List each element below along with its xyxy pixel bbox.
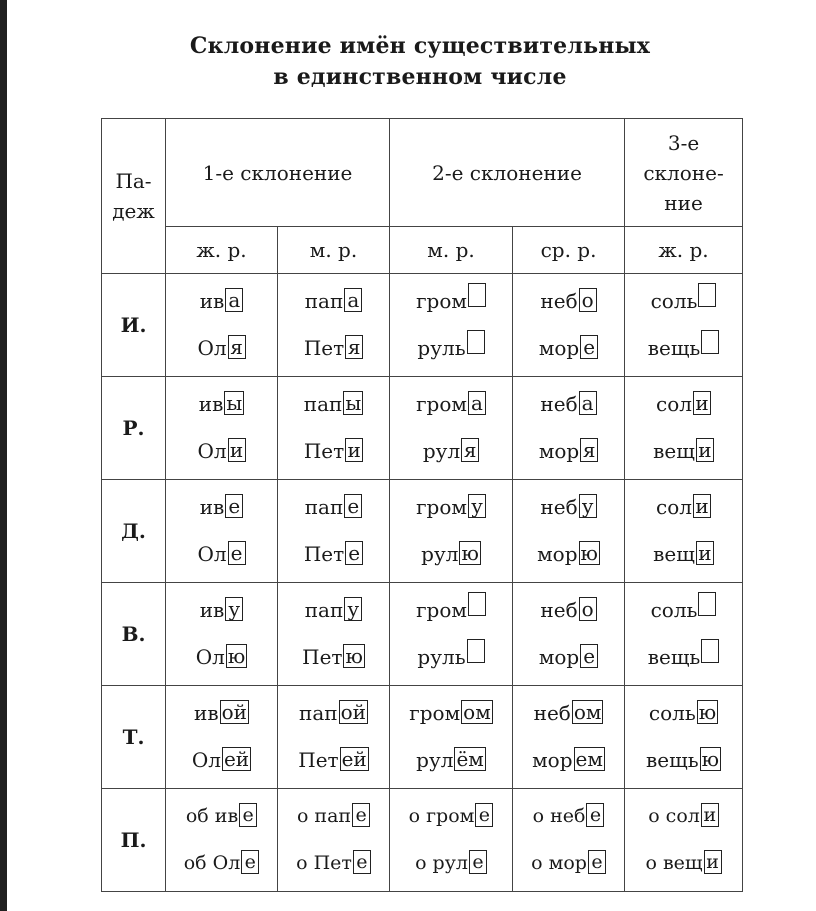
table-row <box>102 274 743 377</box>
word-stem: Ол <box>195 645 225 669</box>
gender-header: ж. р. <box>625 227 743 274</box>
word-stem: рул <box>421 542 459 566</box>
ending-box: я <box>228 335 246 359</box>
ending-box: и <box>704 850 722 874</box>
word-form <box>278 325 389 372</box>
table-row <box>102 686 743 789</box>
word-stem: соль <box>650 289 698 313</box>
ending-box: е <box>469 850 487 874</box>
declension-cell <box>166 686 278 789</box>
word-form <box>625 793 742 840</box>
word-form <box>166 737 277 784</box>
ending-box: и <box>696 541 714 565</box>
word-form <box>390 793 512 840</box>
word-form <box>278 737 389 784</box>
gender-header: м. р. <box>278 227 390 274</box>
word-form <box>166 690 277 737</box>
ending-box: е <box>475 803 493 827</box>
word-stem: неб <box>540 598 578 622</box>
word-form <box>278 690 389 737</box>
declension-cell <box>625 583 743 686</box>
word-stem: пап <box>304 495 344 519</box>
ending-box: ю <box>345 644 363 668</box>
ending-box: е <box>353 850 371 874</box>
declension-cell <box>625 686 743 789</box>
case-label: П. <box>102 789 166 892</box>
word-form <box>513 484 624 531</box>
word-stem: гром <box>416 392 467 416</box>
word-stem: Пет <box>302 645 343 669</box>
ending-box: ой <box>340 700 366 724</box>
word-stem: пап <box>299 701 338 725</box>
word-stem: вещ <box>653 439 695 463</box>
word-form <box>513 531 624 578</box>
zero-ending-box <box>468 592 486 616</box>
ending-box: е <box>352 803 370 827</box>
third-declension-header <box>625 119 743 227</box>
ending-box: е <box>588 850 606 874</box>
second-declension-header: 2-е склонение <box>390 119 625 227</box>
table-row <box>102 583 743 686</box>
word-stem: рул <box>422 439 461 463</box>
word-form <box>513 381 624 428</box>
word-stem: о сол <box>648 805 700 827</box>
word-stem: гром <box>416 598 467 622</box>
declension-cell <box>625 377 743 480</box>
ending-box: ю <box>701 747 720 771</box>
declension-cell <box>390 686 513 789</box>
page-title <box>0 31 816 93</box>
case-column-header <box>102 119 166 274</box>
word-stem: ив <box>199 598 225 622</box>
word-stem: о гром <box>408 805 475 827</box>
word-stem: о мор <box>531 852 587 874</box>
word-form <box>513 737 624 784</box>
declension-cell <box>625 480 743 583</box>
declension-cell <box>513 377 625 480</box>
word-form <box>513 690 624 737</box>
first-declension-header: 1-е склонение <box>166 119 390 227</box>
declension-cell <box>513 686 625 789</box>
word-form <box>390 325 512 372</box>
case-label: Т. <box>102 686 166 789</box>
ending-box: ю <box>461 541 479 565</box>
word-stem: соль <box>648 701 696 725</box>
word-form <box>166 428 277 475</box>
zero-ending-box <box>468 283 486 307</box>
word-form <box>513 840 624 887</box>
word-form <box>513 325 624 372</box>
ending-box: у <box>225 597 243 621</box>
word-stem: Ол <box>197 542 227 566</box>
ending-box: о <box>579 597 597 621</box>
ending-box: я <box>345 335 363 359</box>
word-form <box>625 840 742 887</box>
word-stem: Пет <box>303 542 345 566</box>
word-stem: о пап <box>296 805 352 827</box>
word-form <box>625 381 742 428</box>
word-stem: гром <box>416 495 467 519</box>
ending-box: ы <box>345 391 362 415</box>
word-form <box>278 278 389 325</box>
word-form <box>625 587 742 634</box>
third-declension-label: 3-е склоне- ние <box>643 130 724 215</box>
word-form <box>625 428 742 475</box>
page-edge-bar <box>0 0 7 911</box>
gender-header: м. р. <box>390 227 513 274</box>
ending-box: у <box>468 494 486 518</box>
word-stem: о неб <box>532 805 586 827</box>
ending-box: е <box>225 494 243 518</box>
word-form <box>278 428 389 475</box>
word-form <box>166 634 277 681</box>
ending-box: ю <box>580 541 598 565</box>
word-stem: Пет <box>303 336 345 360</box>
word-form <box>166 587 277 634</box>
word-stem: мор <box>538 645 580 669</box>
declension-cell <box>390 789 513 892</box>
ending-box: у <box>579 494 597 518</box>
word-form <box>625 531 742 578</box>
word-stem: пап <box>304 289 344 313</box>
declension-cell <box>513 789 625 892</box>
table-row <box>102 377 743 480</box>
word-form <box>278 531 389 578</box>
zero-ending-box <box>701 330 719 354</box>
word-stem: Ол <box>197 336 227 360</box>
ending-box: е <box>228 541 246 565</box>
word-stem: ив <box>199 495 225 519</box>
word-form <box>390 840 512 887</box>
word-stem: Ол <box>197 439 227 463</box>
table-row <box>102 480 743 583</box>
word-stem: о рул <box>415 852 468 874</box>
case-label: Р. <box>102 377 166 480</box>
word-form <box>513 278 624 325</box>
word-stem: ив <box>194 701 219 725</box>
declension-cell <box>278 686 390 789</box>
word-stem: пап <box>304 598 344 622</box>
ending-box: е <box>241 850 259 874</box>
ending-box: ы <box>226 391 243 415</box>
declension-cell <box>390 583 513 686</box>
word-form <box>278 634 389 681</box>
word-stem: мор <box>537 542 578 566</box>
word-stem: неб <box>540 495 578 519</box>
ending-box: а <box>579 391 597 415</box>
word-form <box>513 587 624 634</box>
case-label: И. <box>102 274 166 377</box>
word-form <box>166 278 277 325</box>
word-stem: о Пет <box>296 852 352 874</box>
table-row <box>102 789 743 892</box>
ending-box: ём <box>456 747 484 771</box>
zero-ending-box <box>698 592 716 616</box>
word-stem: вещ <box>653 542 695 566</box>
declension-cell <box>278 480 390 583</box>
gender-header: ср. р. <box>513 227 625 274</box>
declension-cell <box>278 789 390 892</box>
word-form <box>390 634 512 681</box>
ending-box: и <box>701 803 719 827</box>
word-form <box>166 484 277 531</box>
word-stem: руль <box>417 336 466 360</box>
word-form <box>625 690 742 737</box>
word-form <box>278 381 389 428</box>
declension-table <box>101 118 743 892</box>
ending-box: ей <box>223 747 250 771</box>
ending-box: ом <box>463 700 491 724</box>
ending-box: е <box>580 335 598 359</box>
declension-cell <box>390 480 513 583</box>
word-form <box>278 840 389 887</box>
word-stem: гром <box>409 701 461 725</box>
ending-box: ом <box>573 700 602 724</box>
ending-box: е <box>345 541 363 565</box>
declension-cell <box>278 377 390 480</box>
word-form <box>390 428 512 475</box>
word-stem: сол <box>656 392 692 416</box>
word-stem: вещь <box>646 748 699 772</box>
ending-box: а <box>225 288 243 312</box>
word-stem: Ол <box>191 748 221 772</box>
ending-box: а <box>344 288 362 312</box>
case-label: В. <box>102 583 166 686</box>
title-line-1: Склонение имён существительных <box>189 33 651 59</box>
word-stem: об Ол <box>183 852 241 874</box>
word-stem: ив <box>198 392 224 416</box>
declension-cell <box>166 480 278 583</box>
zero-ending-box <box>698 283 716 307</box>
word-stem: неб <box>540 392 578 416</box>
zero-ending-box <box>467 330 485 354</box>
word-form <box>278 793 389 840</box>
ending-box: и <box>228 438 246 462</box>
ending-box: и <box>693 494 711 518</box>
case-header-label: Па- деж <box>112 169 155 223</box>
word-stem: пап <box>303 392 343 416</box>
word-stem: рул <box>416 748 454 772</box>
gender-header: ж. р. <box>166 227 278 274</box>
word-stem: о вещ <box>645 852 703 874</box>
word-form <box>166 531 277 578</box>
word-stem: сол <box>656 495 692 519</box>
ending-box: у <box>344 597 362 621</box>
word-stem: вещь <box>647 336 701 360</box>
word-form <box>166 840 277 887</box>
word-form <box>166 381 277 428</box>
ending-box: и <box>345 438 363 462</box>
case-label: Д. <box>102 480 166 583</box>
declension-cell <box>166 274 278 377</box>
zero-ending-box <box>701 639 719 663</box>
word-stem: неб <box>533 701 571 725</box>
word-stem: Пет <box>298 748 339 772</box>
declension-cell <box>390 377 513 480</box>
ending-box: а <box>468 391 486 415</box>
ending-box: и <box>696 438 714 462</box>
word-stem: мор <box>538 439 580 463</box>
declension-cell <box>625 789 743 892</box>
ending-box: я <box>461 438 479 462</box>
word-form <box>390 531 512 578</box>
declension-cell <box>278 274 390 377</box>
declension-cell <box>513 583 625 686</box>
word-stem: мор <box>538 336 580 360</box>
declension-cell <box>390 274 513 377</box>
word-stem: ив <box>199 289 225 313</box>
word-form <box>390 278 512 325</box>
word-form <box>278 484 389 531</box>
ending-box: ой <box>221 700 247 724</box>
word-stem: Пет <box>303 439 345 463</box>
title-line-2: в единственном числе <box>273 64 567 90</box>
word-form <box>166 793 277 840</box>
declension-cell <box>513 274 625 377</box>
word-form <box>625 325 742 372</box>
word-form <box>625 484 742 531</box>
declension-cell <box>166 789 278 892</box>
word-form <box>625 278 742 325</box>
ending-box: е <box>344 494 362 518</box>
word-stem: вещь <box>647 645 701 669</box>
ending-box: е <box>586 803 604 827</box>
word-form <box>390 690 512 737</box>
word-form <box>390 381 512 428</box>
word-stem: мор <box>532 748 573 772</box>
word-form <box>390 587 512 634</box>
declension-cell <box>166 377 278 480</box>
word-stem: руль <box>417 645 466 669</box>
word-stem: соль <box>650 598 698 622</box>
ending-box: я <box>580 438 598 462</box>
declension-cell <box>513 480 625 583</box>
ending-box: е <box>580 644 598 668</box>
word-form <box>625 737 742 784</box>
declension-cell <box>278 583 390 686</box>
word-form <box>513 793 624 840</box>
word-stem: неб <box>540 289 578 313</box>
word-stem: гром <box>416 289 467 313</box>
ending-box: ем <box>575 747 603 771</box>
zero-ending-box <box>467 639 485 663</box>
ending-box: и <box>693 391 711 415</box>
ending-box: ю <box>698 700 717 724</box>
word-form <box>513 634 624 681</box>
declension-cell <box>625 274 743 377</box>
declension-cell <box>166 583 278 686</box>
ending-box: е <box>239 803 257 827</box>
ending-box: ю <box>227 644 246 668</box>
word-form <box>390 484 512 531</box>
word-form <box>390 737 512 784</box>
ending-box: о <box>579 288 597 312</box>
word-form <box>625 634 742 681</box>
word-form <box>166 325 277 372</box>
word-form <box>513 428 624 475</box>
ending-box: ей <box>341 747 367 771</box>
word-form <box>278 587 389 634</box>
word-stem: об ив <box>185 805 239 827</box>
